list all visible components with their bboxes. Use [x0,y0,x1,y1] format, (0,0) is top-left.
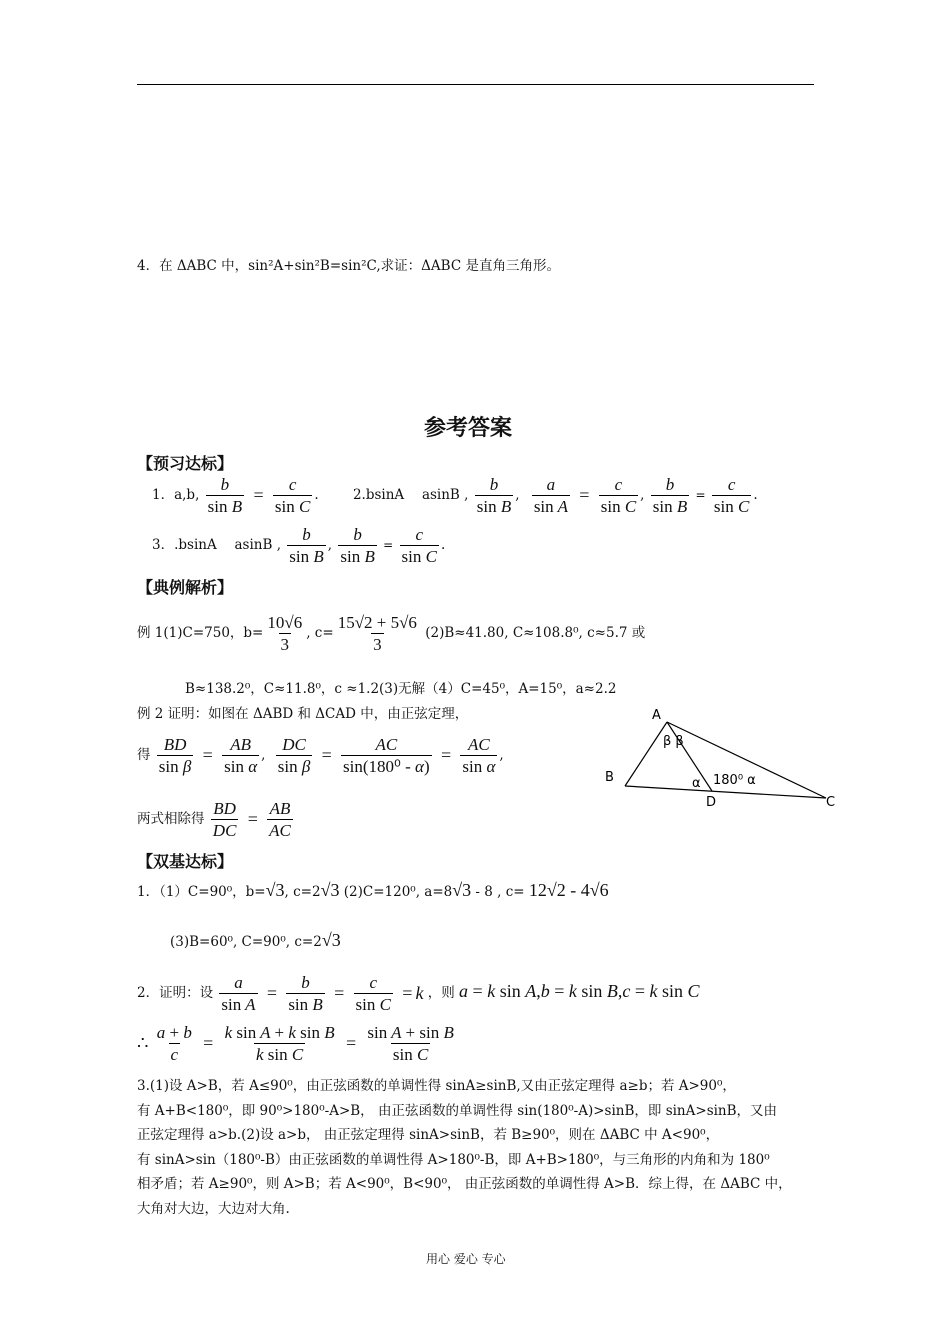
header-rule [137,84,814,85]
example-2-intro: 例 2 证明：如图在 ΔABD 和 ΔCAD 中，由正弦定理， [137,706,469,722]
q3-line: 3.(1)设 A>B，若 A≤90⁰，由正弦函数的单调性得 sinA≥sinB,又由正弦定理得 a≥b；若 A>90⁰， [137,1078,736,1094]
fraction: $\frac{b}{\text{sin B}}$ [476,475,512,516]
fraction: $\frac{15√2 + 5√6}{3}$ [337,613,417,654]
fraction: $\frac{b}{\text{sin B}}$ [207,475,243,516]
example-1-text: (2)B≈41.80, C≈108.8⁰, c≈5.7 或 [425,625,646,641]
section-dual: 【双基达标】 [137,852,234,871]
fraction: $\frac{AB}{\text{sin α}}$ [224,735,258,776]
fraction: $\frac{c}{\text{sin C}}$ [355,973,391,1014]
fraction: $\frac{10√6}{3}$ [267,613,303,654]
dual-text: 2．证明：设 [137,985,214,1001]
q3-line: 有 sinA>sin（180⁰-B）由正弦函数的单调性得 A>180⁰-B，即 A+B>180⁰，与三角形的内角和为 180⁰ [137,1151,770,1168]
fig-label-supplement: 180⁰ α [713,773,756,788]
dual-text: ，则 [427,985,455,1001]
fraction: $\frac{AC}{\text{sin α}}$ [462,735,496,776]
fraction: $\frac{c}{\text{sin C}}$ [600,475,637,516]
preview-2-label: 2.bsinA asinB , [352,487,469,503]
fig-label-a: A [652,708,661,723]
preview-1-label: 1．a,b, [152,487,200,503]
fraction: $\frac{AC}{\text{sin(180⁰ - α)}}$ [343,735,430,776]
dual-text: , c=2 [284,884,321,900]
fraction: $\frac{DC}{\text{sin β}}$ [277,735,311,776]
fig-label-beta: β β [663,734,684,749]
preview-line-3: 3．.bsinA asinB , $\frac{b}{\text{sin B}}$ , $\frac{b}{\text{sin B}}$ = $\frac{c}{\text{sin C}}$ . [152,525,446,566]
fig-label-b: B [605,770,614,785]
fraction: $\frac{c}{\text{sin C}}$ [274,475,311,516]
fraction: $\frac{a + b}{c}$ [156,1023,192,1064]
fraction: $\frac{BD}{\text{sin β}}$ [158,735,192,776]
fraction: $\frac{b}{\text{sin B}}$ [652,475,688,516]
fraction: $\frac{\text{k sin A + k sin B}}{\text{k sin C}}$ [224,1023,335,1064]
fraction: $\frac{b}{\text{sin B}}$ [288,973,323,1014]
dual-text: 12√2 - 4√6 [528,880,609,900]
example-1-text: 例 1(1)C=750，b= [137,625,264,641]
dual-line-1: 1．（1）C=90⁰，b=√3, c=2√3 (2)C=120⁰, a=8√3 - 8 , c= 12√2 - 4√6 [137,880,609,900]
dual-q3 [137,1074,792,1221]
fraction: $\frac{c}{\text{sin C}}$ [401,525,437,566]
example-2-equations: 得 $\frac{BD}{\text{sin β}}$ = $\frac{AB}{\text{sin α}}$ , $\frac{DC}{\text{sin β}}$ = $\frac{AC}{\text{sin(180⁰ - α)}}$ = $\frac{AC}{\text{sin α}}$ , [137,735,504,776]
fig-label-alpha: α [692,776,701,791]
dual-line-2: (3)B=60⁰, C=90⁰, c=2√3 [170,930,341,950]
q3-line: 有 A+B<180⁰，即 90⁰>180⁰-A>B， 由正弦函数的单调性得 sin(180⁰-A)>sinB，即 sinA>sinB，又由 [137,1102,778,1119]
fraction: $\frac{a}{\text{sin A}}$ [221,973,256,1014]
preview-3-label: 3．.bsinA asinB , [152,537,281,553]
dual-text: (3)B=60⁰, C=90⁰, c=2 [170,934,322,950]
section-examples: 【典例解析】 [137,578,234,597]
dual-text: - 8 , c= [475,884,525,900]
fig-label-d: D [706,795,717,810]
fraction: $\frac{BD}{DC}$ [212,799,237,840]
example-2-division: 两式相除得 $\frac{BD}{DC}$ = $\frac{AB}{AC}$ [137,799,291,840]
example-1-text: , c= [306,625,334,641]
example-2-text: 两式相除得 [137,811,205,827]
example-1-line-1 [137,612,645,655]
fraction: $\frac{b}{\text{sin B}}$ [289,525,324,566]
answer-title: 参考答案 [424,416,513,441]
dual-text: 1．（1）C=90⁰，b= [137,884,266,900]
fraction: $\frac{\text{sin A + sin B}}{\text{sin C}}$ [367,1023,454,1064]
q3-line: 相矛盾；若 A≥90⁰，则 A>B；若 A<90⁰，B<90⁰， 由正弦函数的单调性得 A>B．综上得，在 ΔABC 中， [137,1176,792,1192]
preview-line-1: 1．a,b, $\frac{b}{\text{sin B}}$ = $\frac{c}{\text{sin C}}$ . 2.bsinA asinB , $\frac{b}{\text{sin B}}$ , $\frac{a}{\text{sin A}}$ = $\frac{c}{\text{sin C}}$ , $\frac{b}{\text{sin B}}$ = $\frac{c}{\text{sin C}}$ . [152,475,758,516]
fraction: $\frac{b}{\text{sin B}}$ [340,525,375,566]
dual-text: (2)C=120⁰, a=8 [343,884,453,900]
q3-line: 正弦定理得 a>b.(2)设 a>b， 由正弦定理得 sinA>sinB，若 B≥90⁰，则在 ΔABC 中 A<90⁰， [137,1127,720,1143]
triangle-figure [590,700,850,815]
fraction: $\frac{AB}{AC}$ [269,799,291,840]
example-1-line-2: B≈138.2⁰，C≈11.8⁰，c ≈1.2(3)无解（4）C=45⁰，A=15⁰，a≈2.2 [185,681,617,697]
example-2-text: 得 [137,747,151,763]
q3-line: 大角对大边，大边对大角. [137,1200,290,1217]
fig-label-c: C [826,795,836,810]
page-footer: 用心 爱心 专心 [426,1252,506,1266]
dual-q2-line-2: ∴ $\frac{a + b}{c}$ = $\frac{\text{k sin A + k sin B}}{\text{k sin C}}$ = $\frac{\text{sin A + sin B}}{\text{sin C}}$ [137,1023,454,1064]
question-4: 4．在 ΔABC 中，sin²A+sin²B=sin²C,求证：ΔABC 是直角三角形。 [137,258,560,274]
section-preview: 【预习达标】 [137,454,234,473]
fraction: $\frac{c}{\text{sin C}}$ [713,475,750,516]
fraction: $\frac{a}{\text{sin A}}$ [533,475,568,516]
dual-q2-line-1: 2．证明：设 $\frac{a}{\text{sin A}}$ = $\frac{b}{\text{sin B}}$ = $\frac{c}{\text{sin C}}$ = k ，则 a = k sin A,b = k sin B,c = k sin C [137,973,700,1014]
